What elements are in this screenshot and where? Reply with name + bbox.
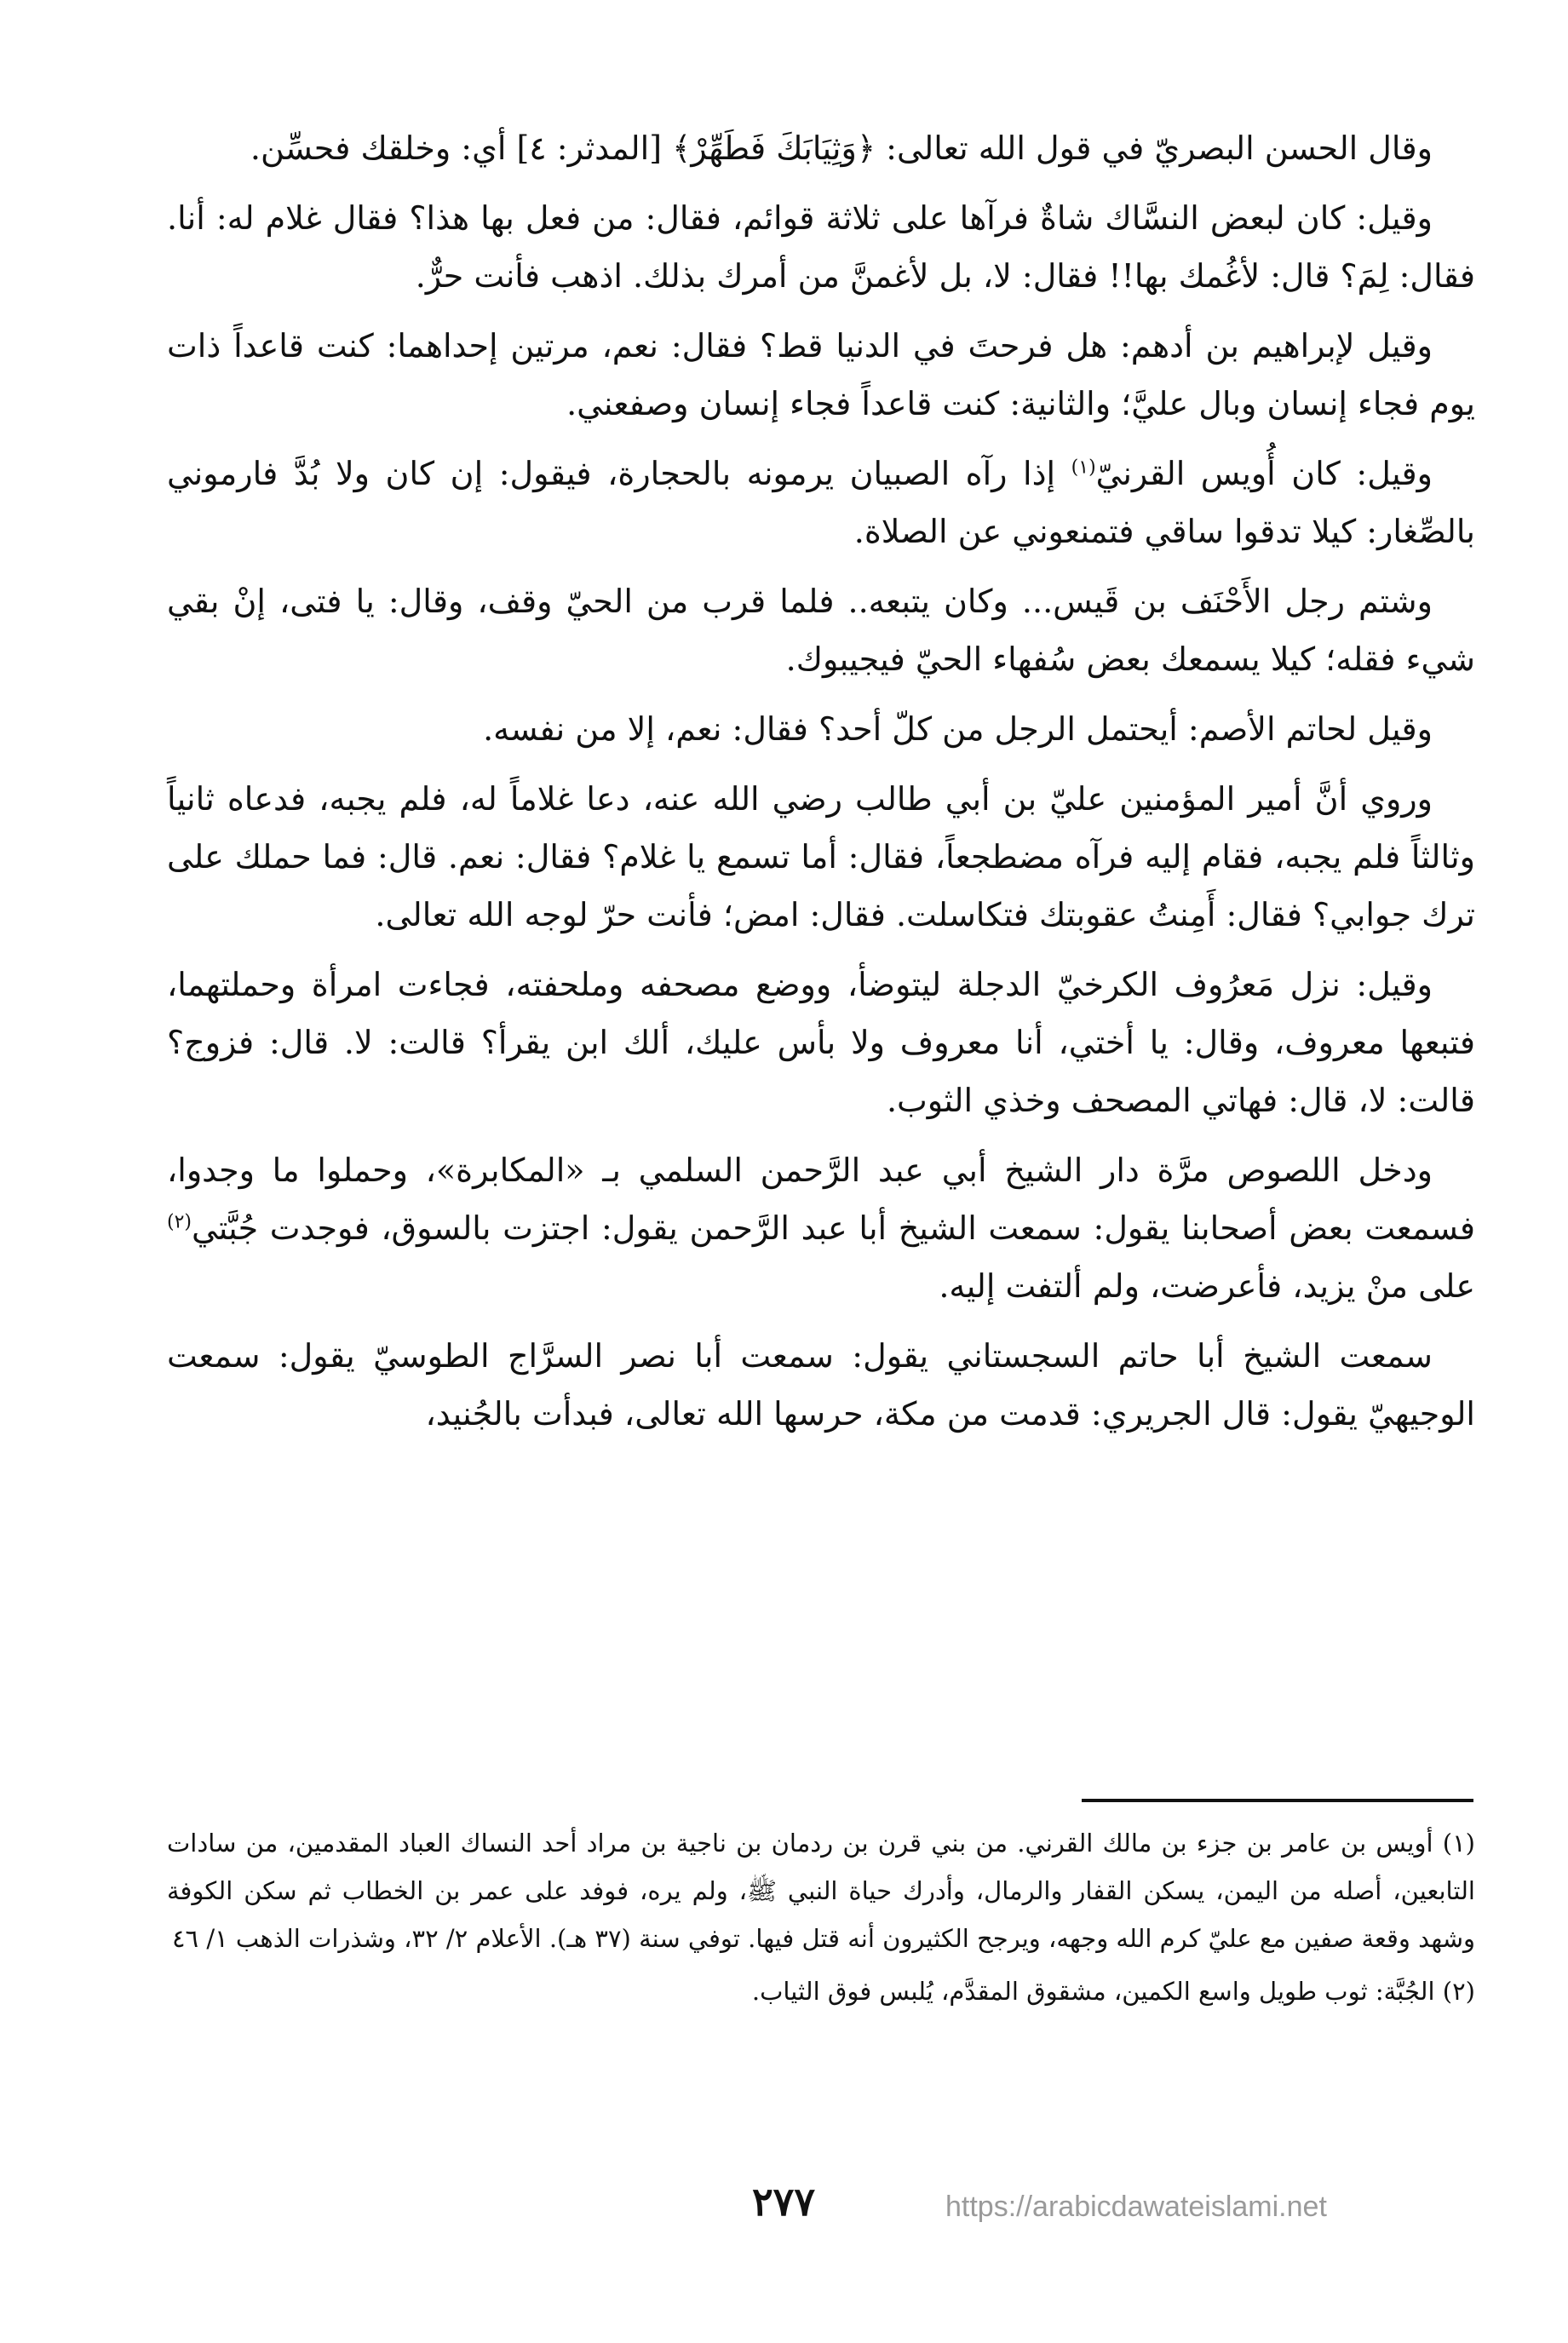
- paragraph-sijistani: سمعت الشيخ أبا حاتم السجستاني يقول: سمعت أبا نصر السرَّاج الطوسيّ يقول: سمعت الوجيهيّ يقول: قال الجريري: قدمت من مكة، حرسها الله تعالى، فبدأت بالجُنيد،: [167, 1337, 1475, 1433]
- paragraph-sulami-thieves: [167, 1141, 1475, 1315]
- footnote-separator: [1082, 1799, 1473, 1802]
- footnote-ref-1: (١): [1071, 457, 1096, 479]
- main-text: [167, 119, 1475, 1455]
- sulami-text-before: ودخل اللصوص مرَّة دار الشيخ أبي عبد الرَّحمن السلمي بـ «المكابرة»، وحملوا ما وجدوا، فسمعت بعض أصحابنا يقول: سمعت الشيخ أبا عبد الرَّحمن يقول: اجتزت بالسوق، فوجدت جُبَّتي: [167, 1151, 1475, 1247]
- paragraph-owais: [167, 445, 1475, 560]
- paragraph-nussak-sheep: وقيل: كان لبعض النسَّاك شاةٌ فرآها على ثلاثة قوائم، فقال: من فعل بها هذا؟ فقال غلام له: أنا. فقال: لِمَ؟ قال: لأغُمك بها!! فقال: لا، بل لأغمنَّ من أمرك بذلك. اذهب فأنت حرٌّ.: [167, 199, 1475, 295]
- owais-text-continued: فارموني بالصِّغار: كيلا تدقوا ساقي فتمنعوني عن الصلاة.: [167, 455, 1475, 550]
- footnote-1: (١) أويس بن عامر بن جزء بن مالك القرني. من بني قرن بن ردمان بن ناجية بن مراد أحد النساك العباد المقدمين، من سادات التابعين، أصله من اليمن، يسكن القفار والرمال، وأدرك حياة النبي ﷺ، ولم يره، فوفد على عمر بن الخطاب ثم سكن الكوفة وشهد وقعة صفين مع عليّ كرم الله وجهه، ويرجح الكثيرون أنه قتل فيها. توفي سنة (٣٧ هـ). الأعلام ٢/ ٣٢، وشذرات الذهب ١/ ٤٦: [167, 1829, 1475, 1953]
- sulami-text-after: على منْ يزيد، فأعرضت، ولم ألتفت إليه.: [939, 1267, 1475, 1305]
- owais-text-after: إذا رآه الصبيان يرمونه بالحجارة، فيقول: إن كان ولا بُدَّ: [293, 455, 1071, 492]
- footnote-ref-2: (٢): [167, 1211, 192, 1233]
- page-number: ٢٧٧: [751, 2179, 816, 2225]
- paragraph-ali-ghulam: وروي أنَّ أمير المؤمنين عليّ بن أبي طالب رضي الله عنه، دعا غلاماً له، فلم يجبه، فدعاه ثانياً وثالثاً فلم يجبه، فقام إليه فرآه مضطجعاً، فقال: أما تسمع يا غلام؟ فقال: نعم. قال: فما حملك على ترك جوابي؟ فقال: أَمِنتُ عقوبتك فتكاسلت. فقال: امض؛ فأنت حرّ لوجه الله تعالى.: [167, 780, 1475, 933]
- paragraph-hatim-asam: وقيل لحاتم الأصم: أيحتمل الرجل من كلّ أحد؟ فقال: نعم، إلا من نفسه.: [483, 710, 1433, 748]
- paragraph-ahnaf: وشتم رجل الأَحْنَف بن قَيس... وكان يتبعه.. فلما قرب من الحيّ وقف، وقال: يا فتى، إنْ بقي شيء فقله؛ كيلا يسمعك بعض سُفهاء الحيّ فيجيبوك.: [167, 583, 1475, 678]
- watermark-url: https://arabicdawateislami.net: [945, 2191, 1327, 2223]
- footnotes: [167, 1819, 1475, 2020]
- paragraph-hasan-basri: وقال الحسن البصريّ في قول الله تعالى: ﴿وَثِيَابَكَ فَطَهِّرْ﴾ [المدثر: ٤] أي: وخلقك فحسِّن.: [250, 129, 1433, 167]
- footnote-2: (٢) الجُبَّة: ثوب طويل واسع الكمين، مشقوق المقدَّم، يُلبس فوق الثياب.: [751, 1977, 1475, 2006]
- owais-text-before: وقيل: كان أُويس القرنيّ: [1095, 455, 1433, 492]
- paragraph-ibrahim-adham: وقيل لإبراهيم بن أدهم: هل فرحتَ في الدنيا قط؟ فقال: نعم، مرتين إحداهما: كنت قاعداً ذات يوم فجاء إنسان وبال عليَّ؛ والثانية: كنت قاعداً فجاء إنسان وصفعني.: [167, 327, 1475, 422]
- paragraph-maruf-karkhi: وقيل: نزل مَعرُوف الكرخيّ الدجلة ليتوضأ، ووضع مصحفه وملحفته، فجاءت امرأة وحملتهما، فتبعها معروف، وقال: يا أختي، أنا معروف ولا بأس عليك، ألك ابن يقرأ؟ قالت: لا. قال: فزوج؟ قالت: لا، قال: فهاتي المصحف وخذي الثوب.: [167, 966, 1475, 1119]
